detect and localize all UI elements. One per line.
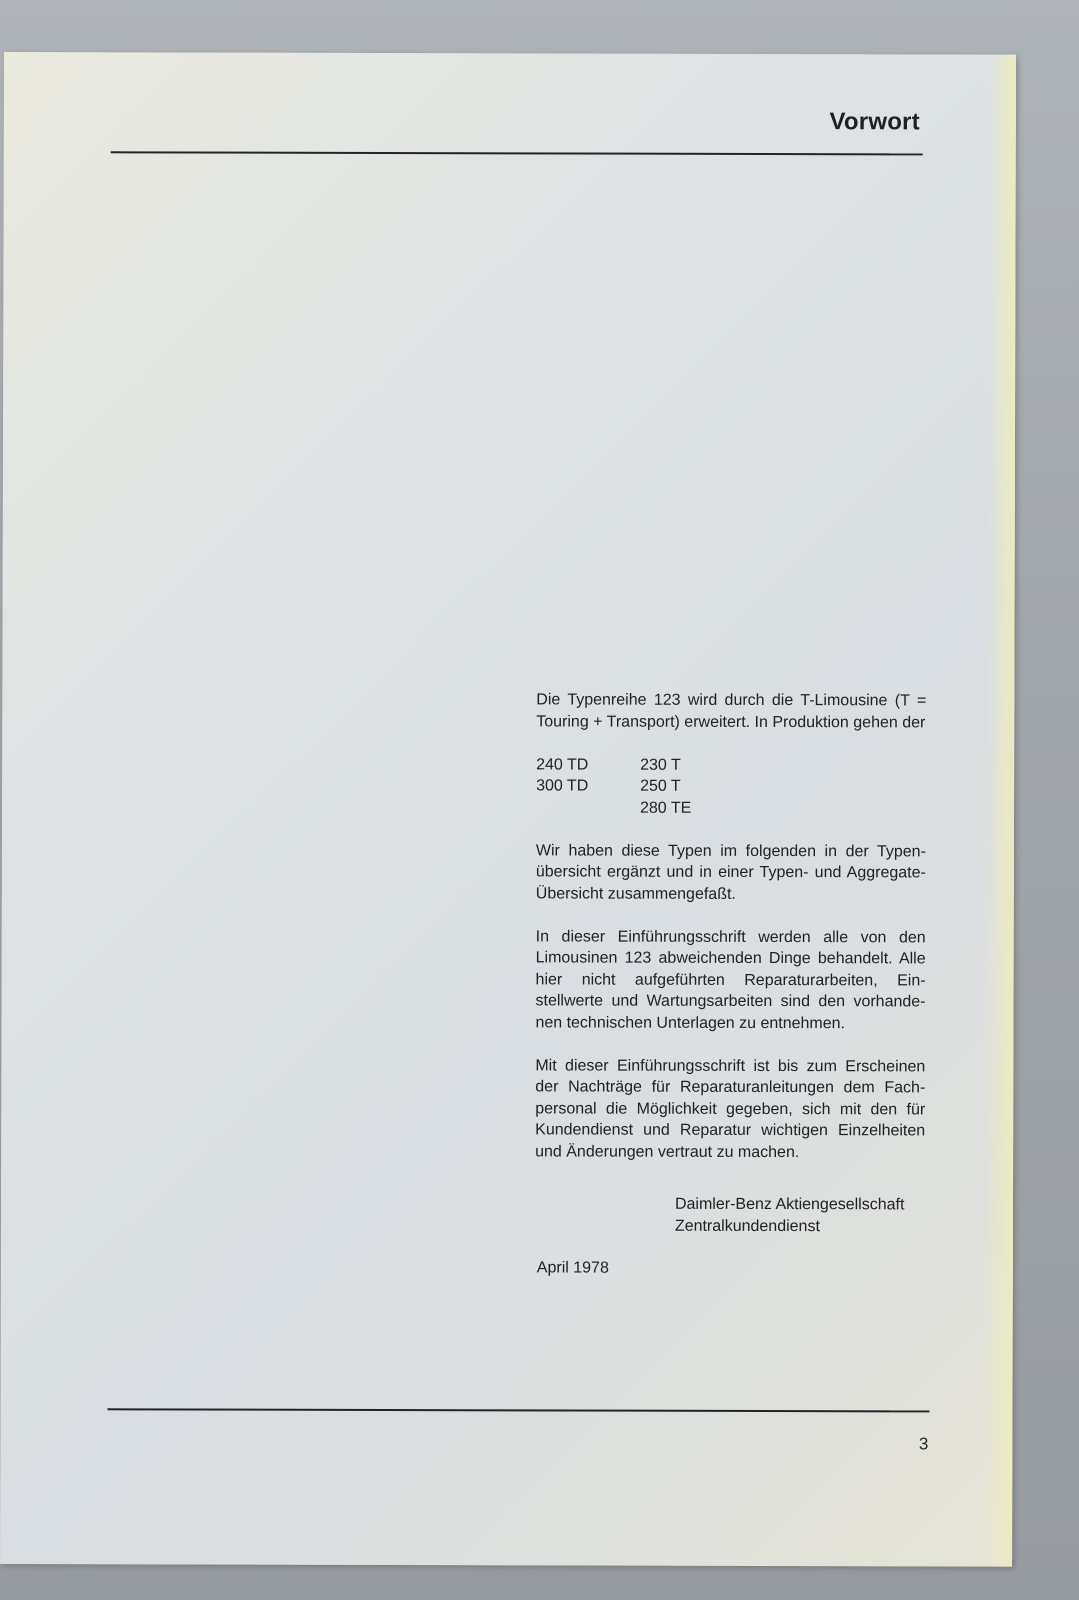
preface-text-column	[535, 689, 927, 1280]
body-paragraph: In dieser Einführungsschrift werden alle von den Limousinen 123 abweichenden Dinge behandelt. Alle hier nicht aufgeführten Reparaturarbeiten, Einstellwerte und Wartungsarbeiten sind den vorhandenen technischen Unterlagen zu entnehmen.	[535, 927, 926, 1032]
body-paragraph: Wir haben diese Typen im folgenden in der Typenübersicht ergänzt und in einer Typen- und Aggregate-Übersicht zusammengefaßt.	[535, 841, 926, 903]
signature-company: Daimler-Benz Aktiengesellschaft	[674, 1195, 905, 1214]
page-number: 3	[918, 1434, 929, 1454]
model-type-spacer	[536, 797, 640, 819]
footer-divider	[107, 1408, 929, 1412]
model-type-petrol: 250 T	[640, 777, 681, 795]
page-title: Vorwort	[829, 108, 920, 136]
signature-department: Zentralkundendienst	[674, 1217, 820, 1235]
model-type-diesel: 300 TD	[536, 777, 589, 795]
model-type-diesel: 240 TD	[536, 755, 589, 774]
publication-date: April 1978	[536, 1259, 609, 1277]
header-divider	[111, 151, 923, 155]
model-type-list	[536, 754, 926, 820]
model-type-petrol: 280 TE	[640, 799, 692, 817]
signature-block	[675, 1194, 925, 1238]
body-paragraph: Mit dieser Einführungsschrift ist bis zum Erscheinen der Nachträge für Reparaturanleitungen dem Fachpersonal die Möglichkeit gegeben, sich mit den für Kundendienst und Reparatur wichtigen Einzelheiten und Änderungen vertraut zu machen.	[535, 1056, 926, 1161]
model-type-petrol: 230 T	[640, 756, 681, 774]
document-page	[0, 52, 1016, 1567]
intro-paragraph: Die Typenreihe 123 wird durch die T-Limousine (T = Touring + Transport) erweitert. In Produktion gehen der	[536, 691, 927, 731]
